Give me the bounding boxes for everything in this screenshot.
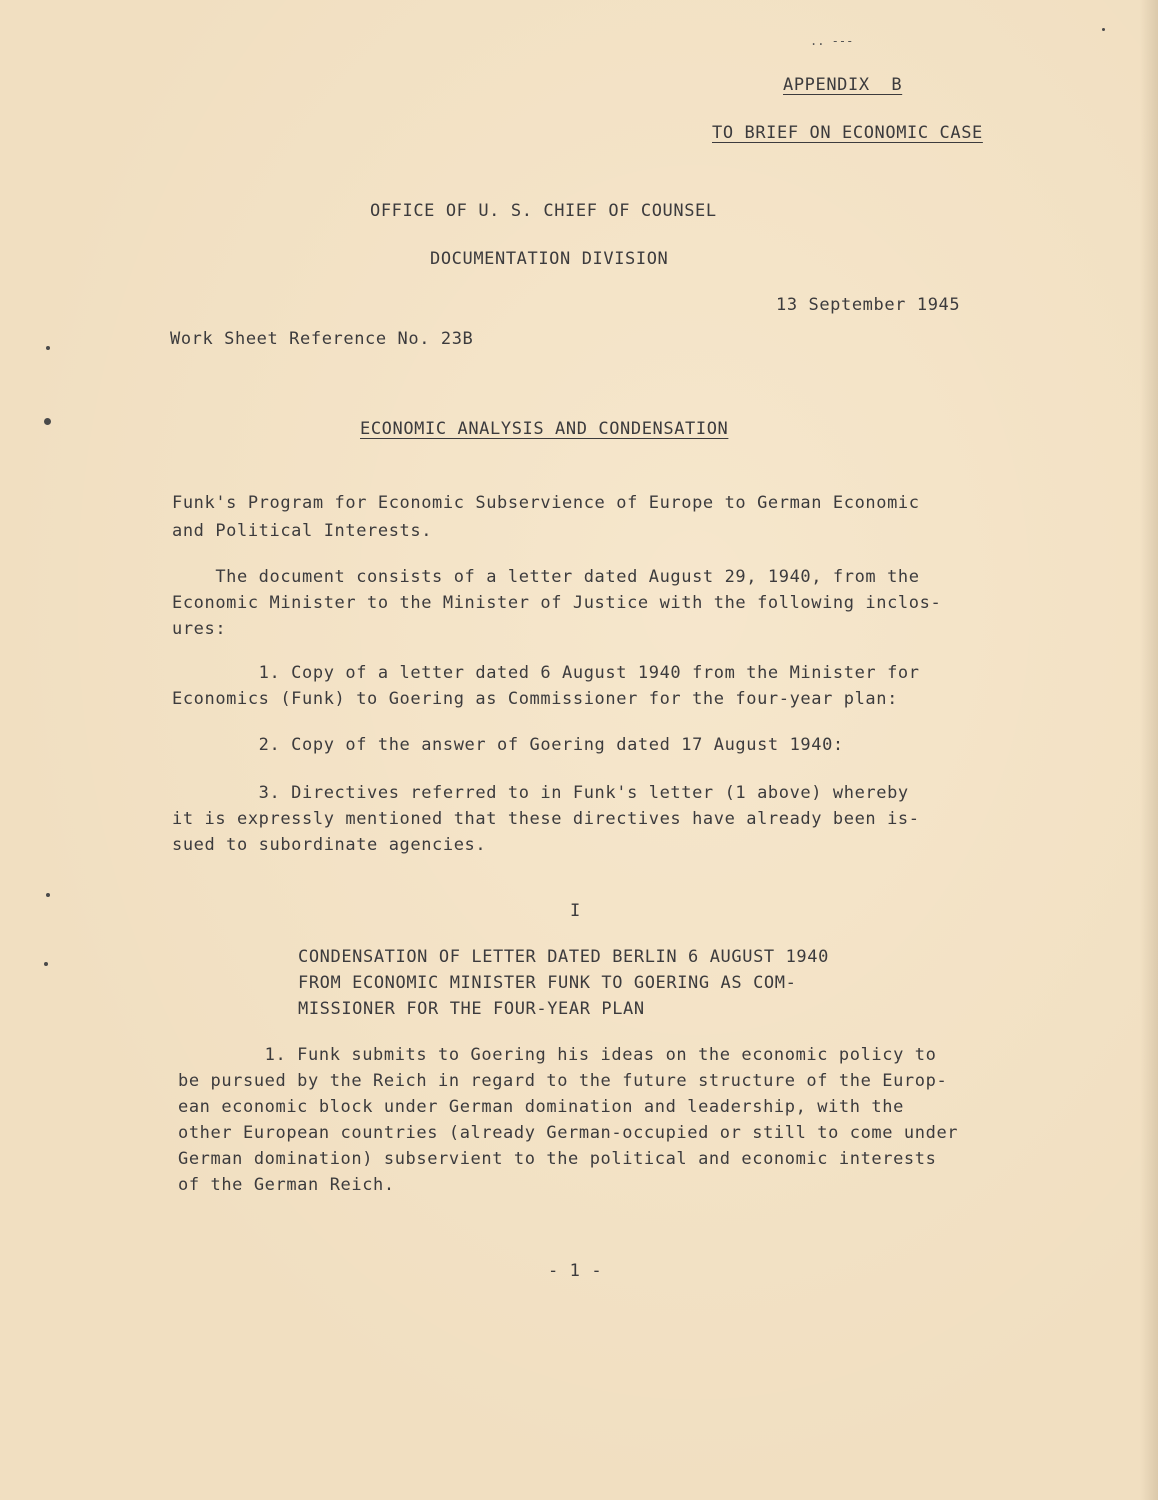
enclosure-line: 3. Directives referred to in Funk's letter (1 above) whereby [172, 783, 909, 803]
worksheet-reference: Work Sheet Reference No. 23B [170, 329, 474, 349]
enclosure-line: 1. Copy of a letter dated 6 August 1940 from the Minister for [172, 663, 920, 683]
margin-mark [1102, 28, 1105, 31]
condensation-heading-line: FROM ECONOMIC MINISTER FUNK TO GOERING AS COM- [298, 973, 797, 993]
condensation-heading-line: CONDENSATION OF LETTER DATED BERLIN 6 AUGUST 1940 [298, 947, 829, 967]
analysis-title: ECONOMIC ANALYSIS AND CONDENSATION [360, 419, 729, 439]
paragraph-line: of the German Reich. [178, 1175, 395, 1195]
intro-line: Economic Minister to the Minister of Justice with the following inclos- [172, 593, 942, 613]
division-heading: DOCUMENTATION DIVISION [430, 249, 669, 269]
document-date: 13 September 1945 [776, 295, 961, 315]
enclosure-line: 2. Copy of the answer of Goering dated 17 August 1940: [172, 735, 844, 755]
subject-line: Funk's Program for Economic Subservience of Europe to German Economic [172, 493, 920, 513]
paragraph-line: German domination) subservient to the political and economic interests [178, 1149, 937, 1169]
condensation-heading-line: MISSIONER FOR THE FOUR-YEAR PLAN [298, 999, 645, 1019]
office-heading: OFFICE OF U. S. CHIEF OF COUNSEL [370, 201, 717, 221]
paragraph-line: be pursued by the Reich in regard to the future structure of the Europ- [178, 1071, 948, 1091]
appendix-label: APPENDIX B [783, 75, 903, 95]
margin-mark [46, 893, 50, 897]
page-edge-shadow [1140, 0, 1158, 1500]
brief-label: TO BRIEF ON ECONOMIC CASE [712, 123, 983, 143]
margin-mark [44, 418, 51, 425]
paragraph-line: 1. Funk submits to Goering his ideas on the economic policy to [178, 1045, 937, 1065]
section-numeral: I [570, 901, 581, 921]
enclosure-line: sued to subordinate agencies. [172, 835, 487, 855]
corner-mark: .. --- [810, 34, 854, 48]
paragraph-line: other European countries (already German-occupied or still to come under [178, 1123, 959, 1143]
intro-line: The document consists of a letter dated August 29, 1940, from the [172, 567, 920, 587]
margin-mark [44, 962, 48, 966]
paragraph-line: ean economic block under German domination and leadership, with the [178, 1097, 904, 1117]
page-number: - 1 - [548, 1261, 603, 1281]
enclosure-line: it is expressly mentioned that these directives have already been is- [172, 809, 920, 829]
margin-mark [46, 346, 50, 350]
intro-line: ures: [172, 619, 227, 639]
enclosure-line: Economics (Funk) to Goering as Commissioner for the four-year plan: [172, 689, 898, 709]
subject-line: and Political Interests. [172, 521, 433, 541]
